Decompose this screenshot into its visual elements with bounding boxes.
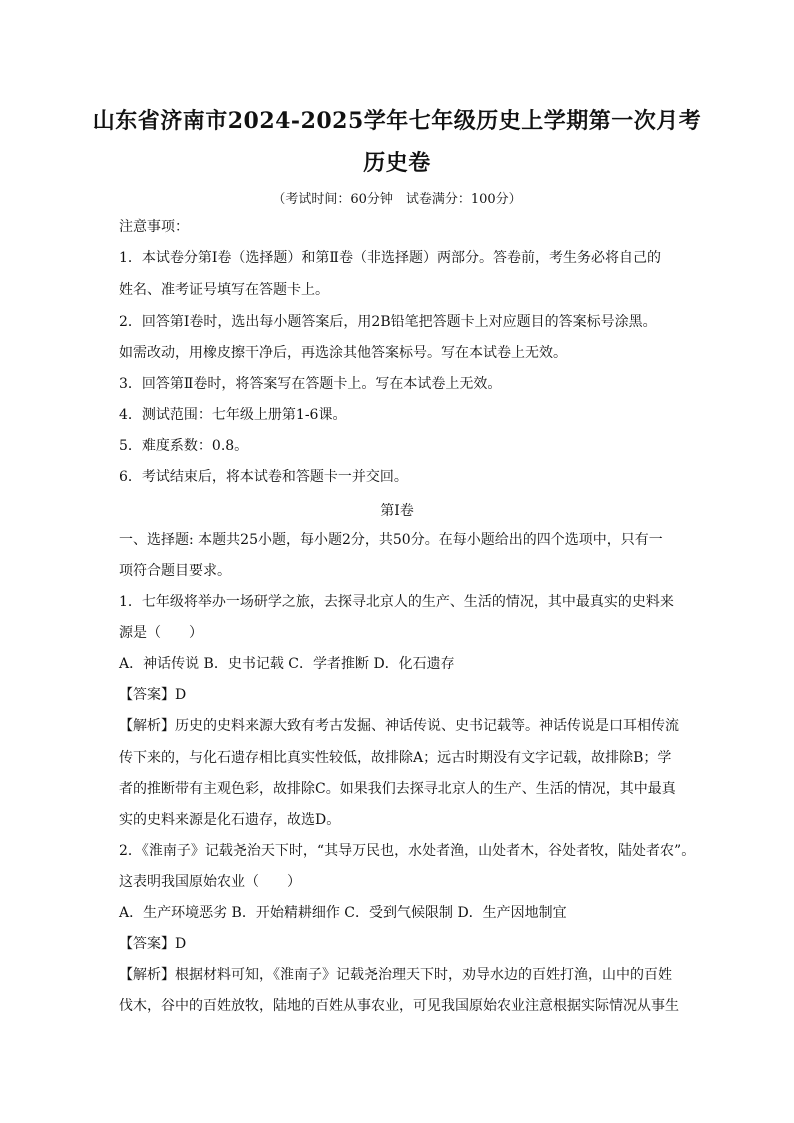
notice-item: 5．难度系数：0.8。 <box>119 438 249 454</box>
question-stem: 2．《淮南子》记载尧治天下时，“其导万民也，水处者渔，山处者木，谷处者牧，陆处者农”。 <box>119 843 696 859</box>
section-title: 第Ⅰ卷 <box>380 503 414 519</box>
question-analysis: 者的推断带有主观色彩，故排除C。如果我们去探寻北京人的生产、生活的情况，其中最真 <box>119 781 676 797</box>
notice-heading: 注意事项： <box>119 219 189 235</box>
notice-item: 4．测试范围：七年级上册第1-6课。 <box>119 407 347 423</box>
question-stem: 这表明我国原始农业（ ） <box>119 874 301 890</box>
part-intro: 项符合题目要求。 <box>119 563 231 579</box>
notice-item: 6．考试结束后，将本试卷和答题卡一并交回。 <box>119 469 408 485</box>
notice-item: 1．本试卷分第Ⅰ卷（选择题）和第Ⅱ卷（非选择题）两部分。答卷前，考生务必将自己的 <box>119 250 661 266</box>
notice-item: 3．回答第Ⅱ卷时，将答案写在答题卡上。写在本试卷上无效。 <box>119 376 502 392</box>
question-answer: 【答案】D <box>119 687 187 703</box>
question-stem: 源是（ ） <box>119 625 203 641</box>
question-answer: 【答案】D <box>119 936 187 952</box>
notice-item: 如需改动，用橡皮擦干净后，再选涂其他答案标号。写在本试卷上无效。 <box>119 345 567 361</box>
document-title-line2: 历史卷 <box>363 150 431 176</box>
question-analysis: 【解析】根据材料可知，《淮南子》记载尧治理天下时，劝导水边的百姓打渔，山中的百姓 <box>119 967 672 983</box>
question-stem: 1．七年级将举办一场研学之旅，去探寻北京人的生产、生活的情况，其中最真实的史料来 <box>119 594 674 610</box>
question-analysis: 实的史料来源是化石遗存，故选D。 <box>119 812 341 828</box>
question-analysis: 传下来的，与化石遗存相比真实性较低，故排除A；远古时期没有文字记载，故排除B；学 <box>119 750 672 766</box>
question-options: A．神话传说 B．史书记载 C．学者推断 D．化石遗存 <box>119 656 455 672</box>
document-title: 山东省济南市2024-2025学年七年级历史上学期第一次月考 <box>92 108 702 134</box>
question-options: A．生产环境恶劣 B．开始精耕细作 C．受到气候限制 D．生产因地制宜 <box>119 905 567 921</box>
notice-item: 2．回答第Ⅰ卷时，选出每小题答案后，用2B铅笔把答题卡上对应题目的答案标号涂黑。 <box>119 314 657 330</box>
notice-item: 姓名、准考证号填写在答题卡上。 <box>119 282 329 298</box>
part-intro: 一、选择题: 本题共25小题，每小题2分，共50分。在每小题给出的四个选项中，只有一 <box>119 532 663 548</box>
question-analysis: 【解析】历史的史料来源大致有考古发掘、神话传说、史书记载等。神话传说是口耳相传流 <box>119 718 679 734</box>
exam-info: （考试时间：60分钟 试卷满分：100分） <box>272 192 522 207</box>
question-analysis: 伐木，谷中的百姓放牧，陆地的百姓从事农业，可见我国原始农业注意根据实际情况从事生 <box>119 998 679 1014</box>
